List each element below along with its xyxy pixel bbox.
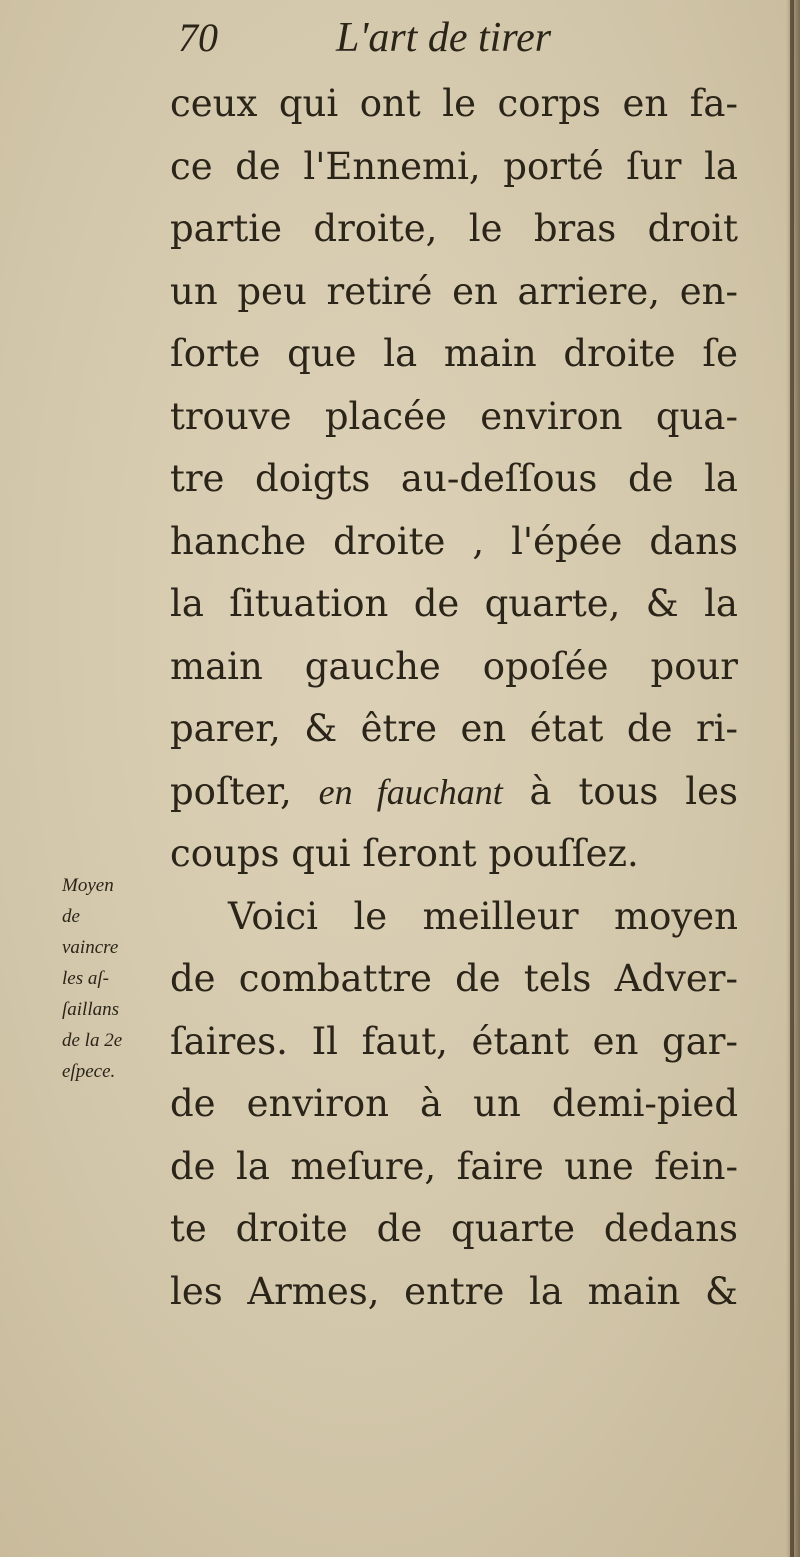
text-segment: poſter,	[170, 769, 319, 813]
paragraph-start-line: Voici le meilleur moyen	[228, 894, 738, 938]
page-number: 70	[178, 15, 218, 60]
margin-note-line: ſaillans	[62, 999, 120, 1020]
paragraph-end-line: coups qui ſeront pouſſez.	[170, 832, 639, 875]
text-line: de la meſure, faire une fein-	[170, 1144, 738, 1188]
margin-note-line: eſpece.	[62, 1061, 116, 1082]
text-segment: à tous les	[502, 769, 738, 813]
text-line: partie droite, le bras droit	[170, 207, 738, 250]
text-line: de environ à un demi-pied	[170, 1082, 738, 1125]
running-head: L'art de tirer	[336, 15, 552, 61]
body-text	[170, 73, 738, 1323]
text-line: un peu retiré en arriere, en-	[170, 269, 738, 313]
text-line: la ſituation de quarte, & la	[170, 582, 738, 625]
margin-note-line: de	[62, 906, 80, 927]
italic-phrase: en fauchant	[318, 771, 503, 812]
text-line: tre doigts au-deſſous de la	[170, 457, 738, 500]
page-header	[178, 10, 678, 68]
margin-note	[62, 870, 162, 1087]
margin-note-line: de la 2e	[62, 1030, 123, 1051]
margin-note-line: Moyen	[62, 875, 114, 896]
text-line: les Armes, entre la main &	[170, 1269, 738, 1313]
text-line: ſaires. Il faut, étant en gar-	[170, 1019, 738, 1063]
text-line-with-italic	[170, 761, 738, 824]
text-line: ce de l'Ennemi, porté ſur la	[170, 144, 738, 188]
text-line: hanche droite , l'épée dans	[170, 519, 738, 563]
margin-note-line: vaincre	[62, 937, 119, 958]
text-line: de combattre de tels Adver-	[170, 957, 738, 1000]
page-edge-line	[790, 0, 794, 1557]
text-line: ſorte que la main droite ſe	[170, 332, 738, 375]
text-line: te droite de quarte dedans	[170, 1207, 738, 1250]
text-line: trouve placée environ qua-	[170, 394, 738, 438]
margin-note-line: les aſ-	[62, 968, 109, 989]
text-line: main gauche opoſée pour	[170, 644, 738, 688]
text-line: parer, & être en état de ri-	[170, 707, 738, 750]
text-line: ceux qui ont le corps en fa-	[170, 82, 738, 125]
